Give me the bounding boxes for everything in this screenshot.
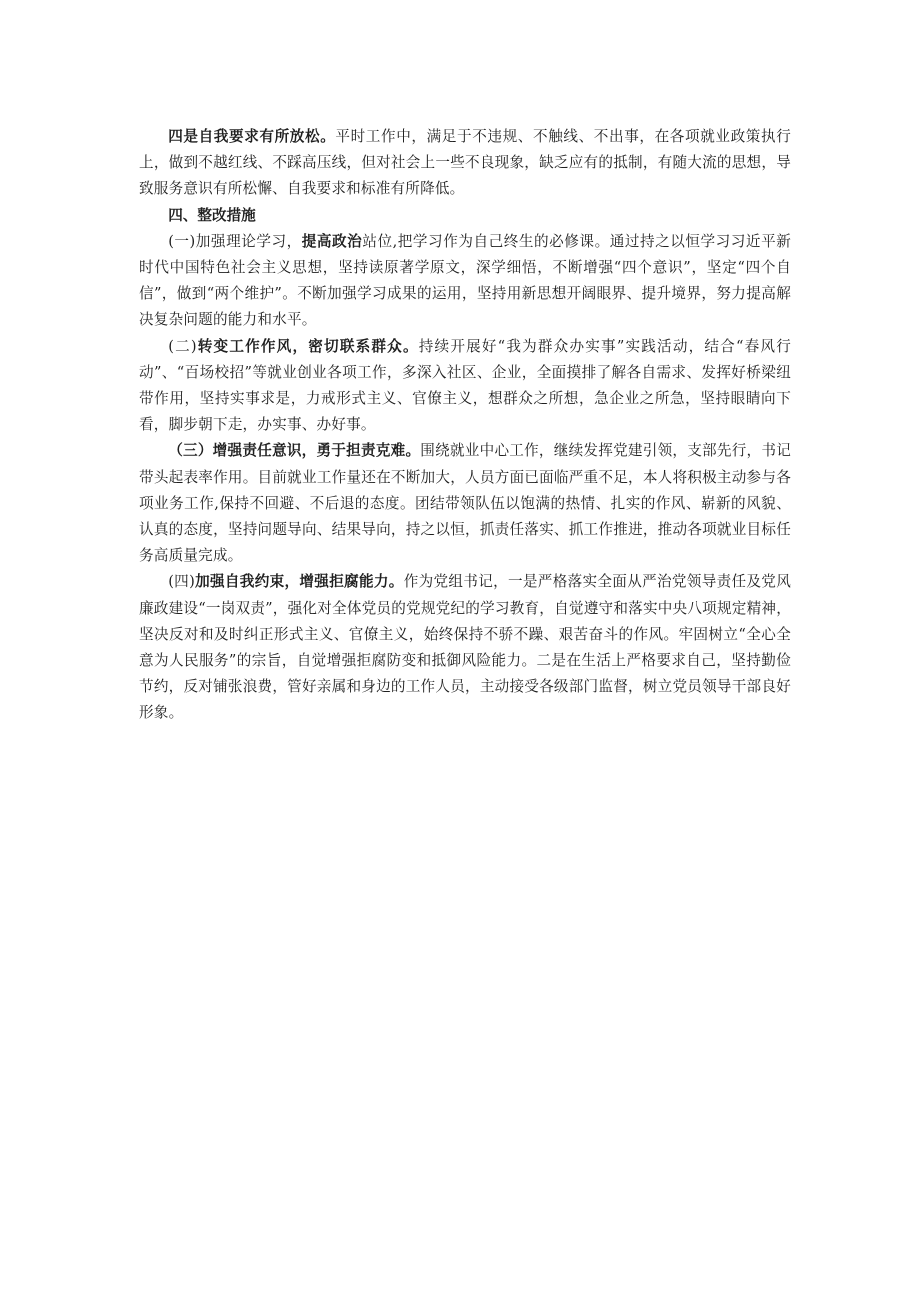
paragraph-prefix: (二) bbox=[168, 337, 197, 355]
paragraph-lead: 转变工作作风，密切联系群众。 bbox=[196, 337, 419, 355]
paragraph-work-style bbox=[139, 334, 791, 439]
section-heading: 四、整改措施 bbox=[168, 206, 256, 224]
paragraph-body: 作为党组书记，一是严格落实全面从严治党领导责任及党风廉政建设“一岗双责”，强化对全体党员的党规党纪的学习教育，自觉遵守和落实中央八项规定精神，坚决反对和及时纠正形式主义、官僚主义，始终保持不骄不躁、艰苦奋斗的作风。牢固树立“全心全意为人民服务”的宗旨，自觉增强拒腐防变和抵御风险能力。二是在生活上严格要求自己，坚持勤俭节约，反对铺张浪费，管好亲属和身边的工作人员，主动接受各级部门监督，树立党员领导干部良好形象。 bbox=[139, 573, 791, 722]
paragraph-body: 围绕就业中心工作，继续发挥党建引领，支部先行，书记带头起表率作用。目前就业工作量还在不断加大，人员方面已面临严重不足，本人将积极主动参与各项业务工作,保持不回避、不后退的态度。团结带领队伍以饱满的热情、扎实的作风、崭新的风貌、认真的态度，坚持问题导向、结果导向，持之以恒，抓责任落实、抓工作推进，推动各项就业目标任务高质量完成。 bbox=[139, 442, 791, 565]
document-page bbox=[139, 124, 791, 727]
paragraph-lead: 提高政治 bbox=[301, 232, 363, 250]
paragraph-body: 平时工作中，满足于不违规、不触线、不出事，在各项就业政策执行上，做到不越红线、不踩高压线，但对社会上一些不良现象，缺乏应有的抵制，有随大流的思想，导致服务意识有所松懈、自我要求和标准有所降低。 bbox=[139, 128, 791, 198]
paragraph-prefix: (四) bbox=[168, 573, 195, 591]
paragraph-prefix: (一)加强理论学习， bbox=[168, 232, 302, 250]
paragraph-body: 持续开展好“我为群众办实事”实践活动，结合“春风行动”、“百场校招”等就业创业各项工作，多深入社区、企业，全面摸排了解各自需求、发挥好桥梁纽带作用，坚持实事求是，力戒形式主义、官僚主义，想群众之所想，急企业之所急，坚持眼睛向下看，脚步朝下走，办实事、办好事。 bbox=[139, 337, 791, 434]
paragraph-body: 站位,把学习作为自己终生的必修课。通过持之以恒学习习近平新时代中国特色社会主义思想，坚持读原著学原文，深学细悟，不断增强“四个意识”，坚定“四个自信”，做到“两个维护”。不断加强学习成果的运用，坚持用新思想开阔眼界、提升境界，努力提高解决复杂问题的能力和水平。 bbox=[139, 232, 791, 329]
paragraph-lead: 四是自我要求有所放松。 bbox=[168, 128, 336, 145]
paragraph-lead: 加强自我约束，增强拒腐能力。 bbox=[194, 573, 404, 591]
paragraph-theory-study bbox=[139, 229, 791, 334]
paragraph-self-discipline bbox=[139, 124, 791, 203]
paragraph-responsibility bbox=[139, 438, 791, 569]
paragraph-self-restraint bbox=[139, 569, 791, 726]
paragraph-lead: （三）增强责任意识，勇于担责克难。 bbox=[168, 442, 421, 460]
